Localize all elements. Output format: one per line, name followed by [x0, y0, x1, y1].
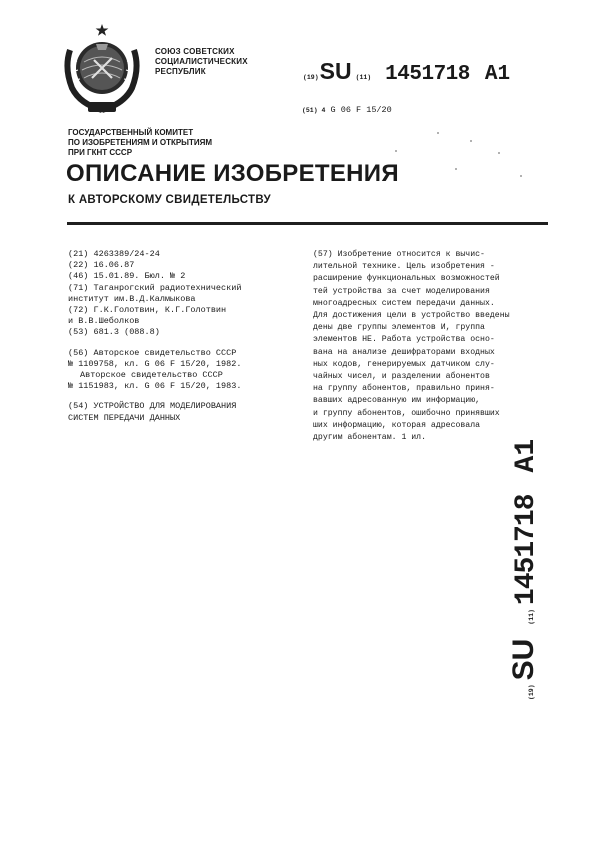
- abstract-line: (57) Изобретение относится к вычис-: [313, 250, 485, 259]
- kind-code: A1: [511, 438, 542, 473]
- spacer: [68, 339, 290, 348]
- abstract-line: многоадресных систем передачи данных.: [313, 298, 495, 308]
- country-code-label: (19): [528, 684, 535, 700]
- udc-code: (53) 681.3 (088.8): [68, 327, 160, 338]
- abstract-line: ных кодов, генерируемых датчиком слу-: [313, 359, 495, 369]
- abstract-line: вавших адресованную им информацию,: [313, 396, 481, 406]
- publication-date: (46) 15.01.89. Бюл. № 2: [68, 271, 186, 282]
- abstract-line: на группу абонентов, правильно приня-: [313, 384, 495, 394]
- scan-speck: [437, 132, 439, 134]
- state-emblem-icon: [62, 22, 142, 116]
- vertical-patent-number: [507, 439, 542, 700]
- patent-number: 1451718: [385, 63, 470, 86]
- country-code: SU: [319, 58, 352, 84]
- bibliographic-data: [68, 249, 290, 424]
- reference: Авторское свидетельство СССР: [80, 370, 223, 381]
- scan-speck: [395, 150, 397, 152]
- abstract-line: чайных чисел, и разделении абонентов: [313, 372, 490, 382]
- horizontal-divider: [67, 222, 548, 225]
- reference: (56) Авторское свидетельство СССР: [68, 347, 237, 358]
- reference-continued: № 1109758, кл. G 06 F 15/20, 1982.: [68, 358, 242, 369]
- application-number: (21) 4263389/24-24: [68, 249, 160, 259]
- abstract-line: тей устройства за счет моделирования: [313, 286, 490, 296]
- kind-code: A1: [484, 63, 511, 86]
- abstract-line: и группу абонентов, ошибочно принявших: [313, 408, 500, 418]
- abstract: [313, 249, 545, 444]
- committee-line: ГОСУДАРСТВЕННЫЙ КОМИТЕТ: [68, 128, 194, 137]
- country-line: РЕСПУБЛИК: [155, 67, 206, 76]
- country-code: SU: [507, 638, 540, 681]
- scan-speck: [455, 168, 457, 170]
- country-code-label: (19): [303, 74, 319, 81]
- abstract-line: вана на анализе дешифраторами входных: [313, 347, 495, 357]
- abstract-line: Для достижения цели в устройство введены: [313, 311, 510, 321]
- country-line: СОЮЗ СОВЕТСКИХ: [155, 47, 235, 56]
- committee-line: ПО ИЗОБРЕТЕНИЯМ И ОТКРЫТИЯМ: [68, 138, 213, 147]
- number-code-label: (11): [355, 74, 372, 81]
- abstract-line: расширение функциональных возможностей: [313, 274, 500, 284]
- invention-title-continued: СИСТЕМ ПЕРЕДАЧИ ДАННЫХ: [68, 412, 181, 423]
- committee-line: ПРИ ГКНТ СССР: [68, 148, 133, 157]
- applicant: (71) Таганрогский радиотехнический: [68, 282, 242, 293]
- issuing-committee: [68, 128, 212, 158]
- scan-speck: [520, 175, 522, 177]
- applicant-continued: институт им.В.Д.Калмыкова: [68, 293, 196, 304]
- scan-speck: [470, 140, 472, 142]
- scan-speck: [498, 152, 500, 154]
- patent-number: 1451718: [511, 494, 542, 606]
- abstract-line: ших информацию, которая адресовала: [313, 420, 481, 430]
- ipc-classification: [302, 105, 392, 115]
- inventors-continued: и В.В.Шеболков: [68, 316, 140, 327]
- abstract-line: лительной технике. Цель изобретения -: [313, 262, 495, 272]
- abstract-line: другим абонентам. 1 ил.: [313, 433, 427, 443]
- invention-title: (54) УСТРОЙСТВО ДЛЯ МОДЕЛИРОВАНИЯ: [68, 401, 237, 412]
- abstract-line: элементов НЕ. Работа устройства осно-: [313, 335, 495, 345]
- country-line: СОЦИАЛИСТИЧЕСКИХ: [155, 57, 248, 66]
- inventors: (72) Г.К.Голотвин, К.Г.Голотвин: [68, 305, 227, 316]
- country-name: [155, 47, 248, 77]
- ipc-code-label: (51) 4: [302, 107, 326, 114]
- document-title: ОПИСАНИЕ ИЗОБРЕТЕНИЯ: [66, 160, 399, 187]
- document-subtitle: К АВТОРСКОМУ СВИДЕТЕЛЬСТВУ: [68, 194, 271, 206]
- reference-continued: № 1151983, кл. G 06 F 15/20, 1983.: [68, 381, 242, 392]
- abstract-line: дены две группы элементов И, группа: [313, 323, 485, 333]
- ipc-value: G 06 F 15/20: [330, 105, 392, 115]
- filing-date: (22) 16.06.87: [68, 260, 135, 271]
- patent-number-header: [303, 58, 510, 86]
- number-code-label: (11): [528, 609, 535, 625]
